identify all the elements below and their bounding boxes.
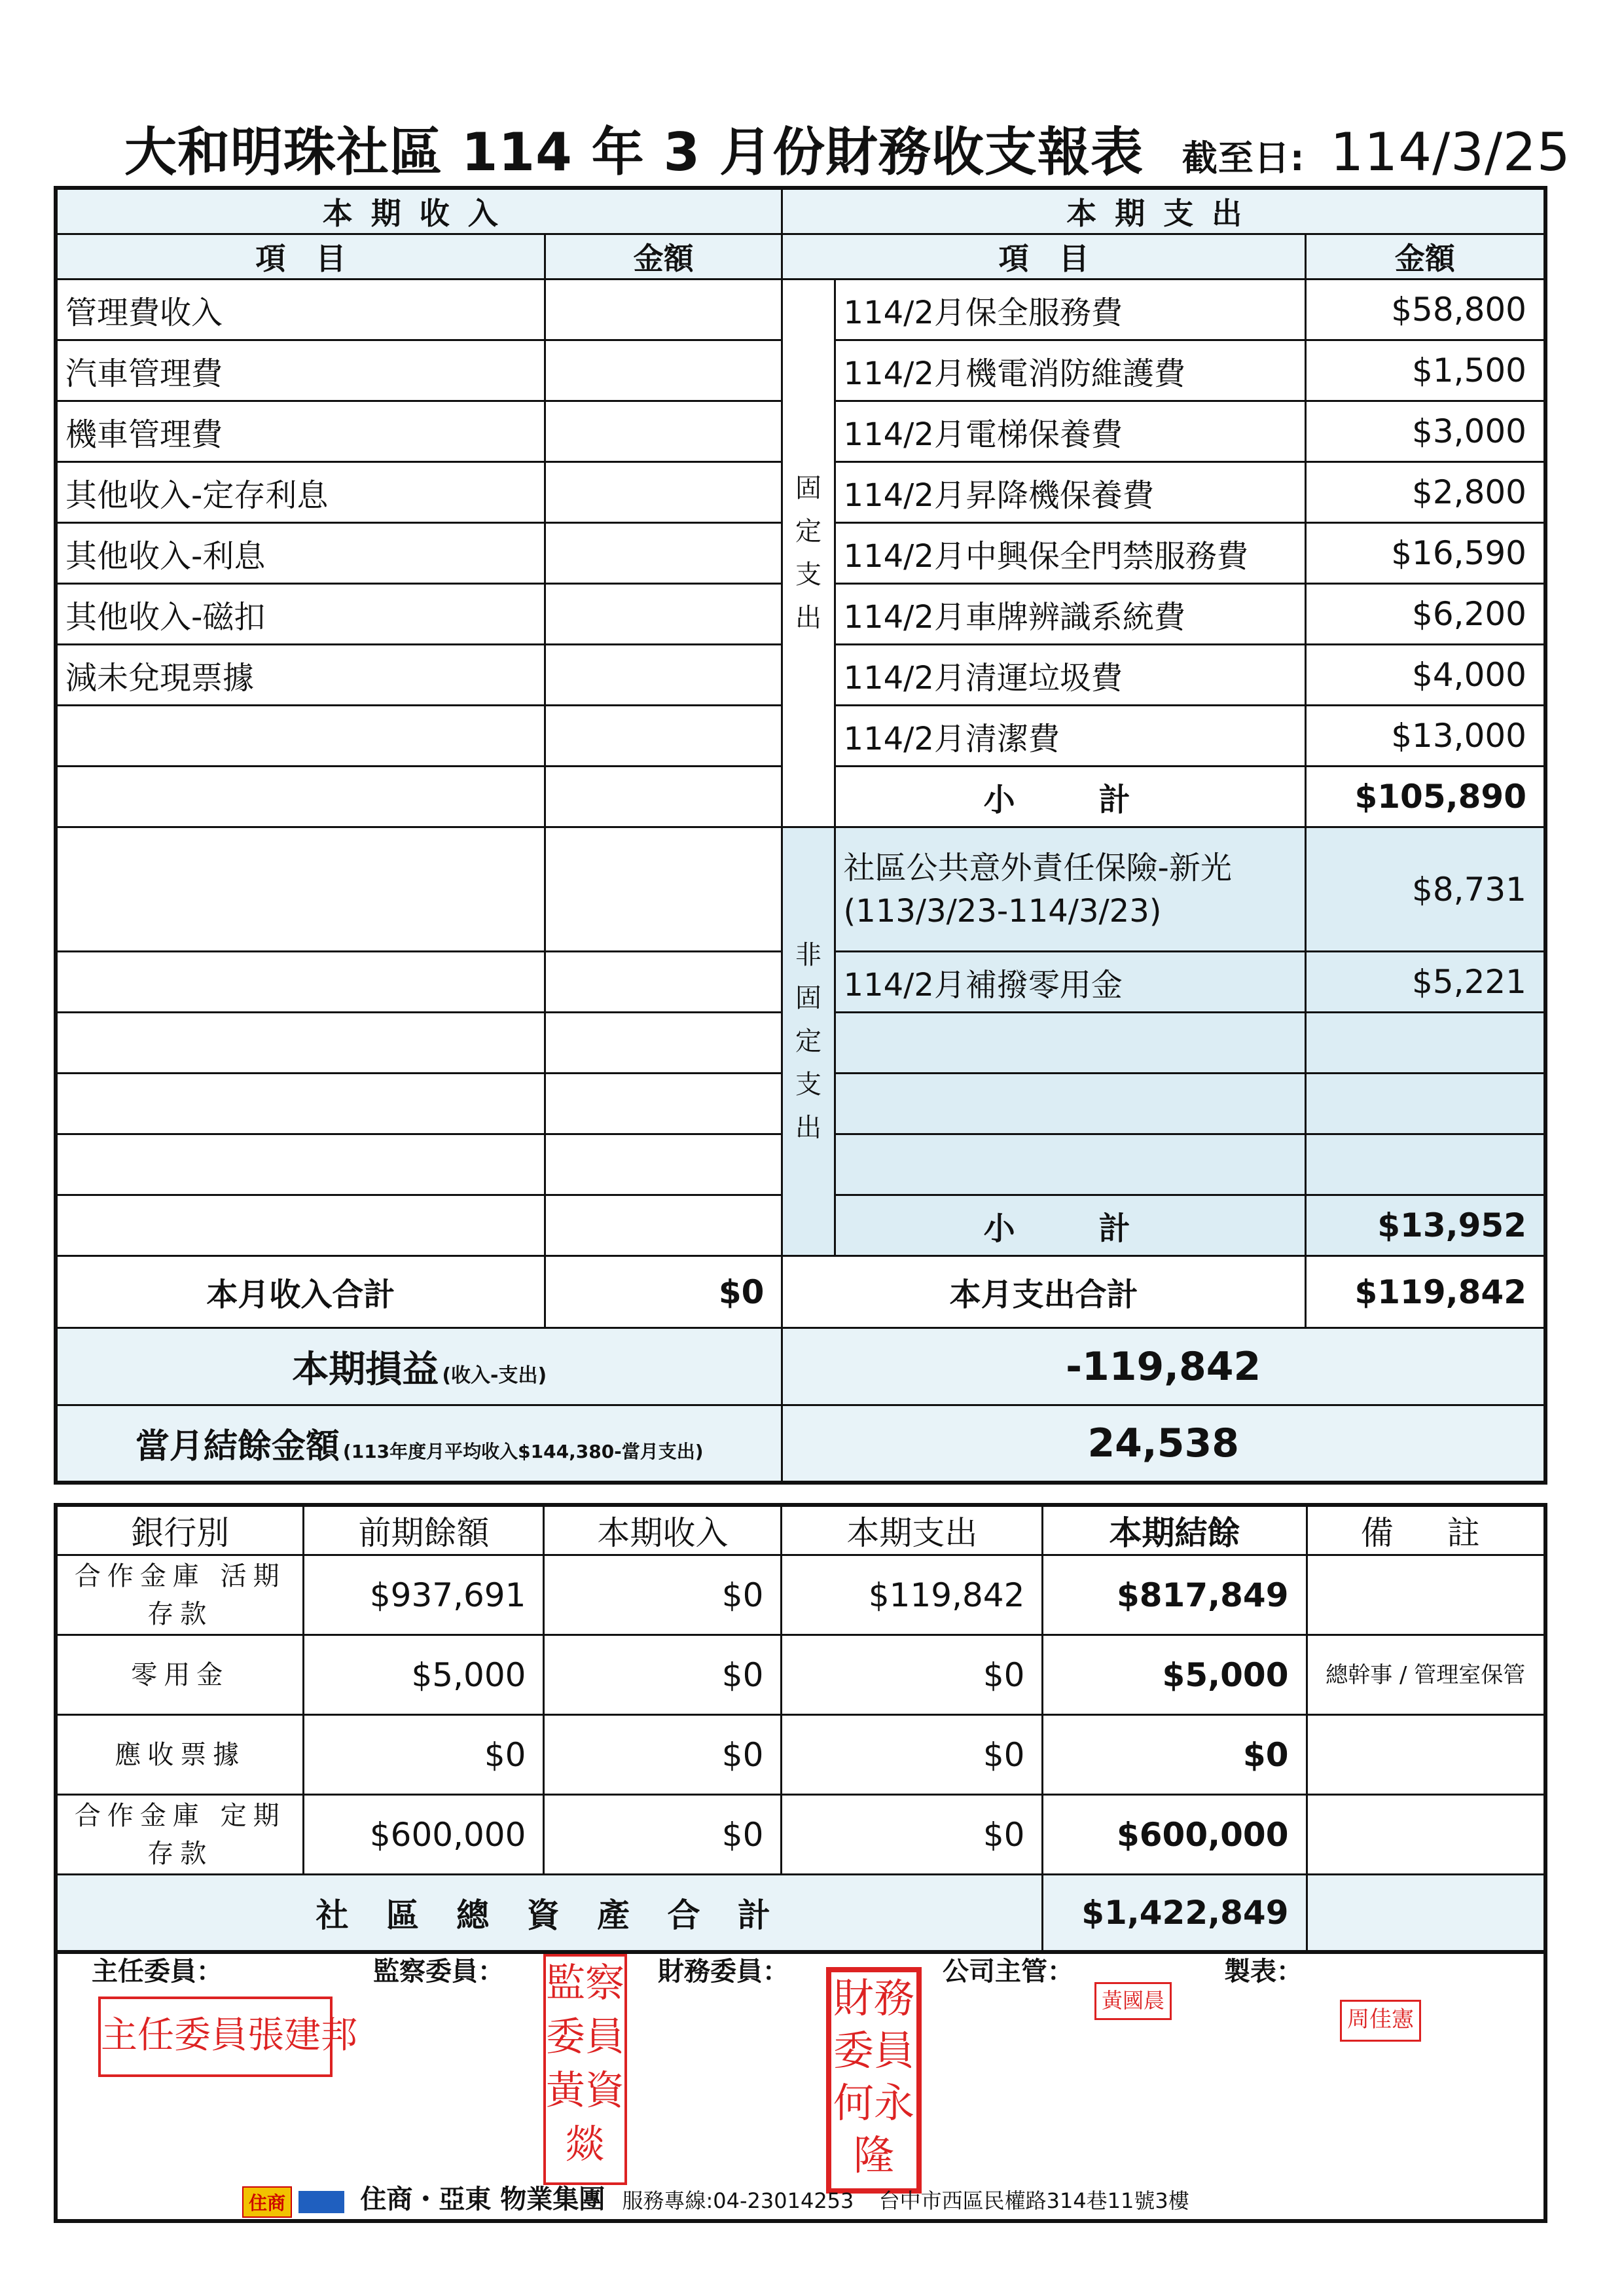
total-assets-value: $1,422,849 xyxy=(1043,1875,1307,1952)
expense-item-line: 社區公共意外責任保險-新光 xyxy=(843,849,1232,886)
bank-expense: $0 xyxy=(782,1635,1043,1715)
expense-amount-empty xyxy=(1305,1134,1545,1195)
expense-item-empty xyxy=(835,1013,1305,1074)
table-row xyxy=(56,1795,1545,1875)
service-line: 服務專線:04-23014253 xyxy=(622,2188,854,2213)
expense-amount: $4,000 xyxy=(1305,645,1545,706)
bank-prev: $0 xyxy=(304,1715,544,1795)
expense-amount: $5,221 xyxy=(1305,952,1545,1013)
expense-item: 114/2月補撥零用金 xyxy=(835,952,1305,1013)
company-name: 住商・亞東 物業集團 xyxy=(360,2184,605,2214)
expense-item: 114/2月保全服務費 xyxy=(835,280,1305,340)
expense-item: 114/2月車牌辨識系統費 xyxy=(835,584,1305,645)
bank-note: 總幹事 / 管理室保管 xyxy=(1307,1635,1545,1715)
bank-name: 應收票據 xyxy=(56,1715,304,1795)
expense-section-header: 本期支出 xyxy=(782,188,1545,234)
expense-col-amount: 金額 xyxy=(1305,234,1545,280)
fixed-subtotal-label: 小 計 xyxy=(835,767,1305,827)
expense-item: 114/2月電梯保養費 xyxy=(835,401,1305,462)
expense-item: 114/2月清運垃圾費 xyxy=(835,645,1305,706)
bank-expense: $0 xyxy=(782,1715,1043,1795)
bank-col-header: 本期收入 xyxy=(544,1505,782,1555)
bank-balance: $817,849 xyxy=(1043,1555,1307,1635)
expense-amount: $58,800 xyxy=(1305,280,1545,340)
income-item: 其他收入-定存利息 xyxy=(56,462,545,523)
preparer-seal: 周佳憲 xyxy=(1340,2000,1421,2042)
footer xyxy=(242,2178,1189,2218)
expense-amount: $16,590 xyxy=(1305,523,1545,584)
date-value: 114/3/25 xyxy=(1330,122,1571,183)
bank-income: $0 xyxy=(544,1555,782,1635)
bank-col-header: 本期結餘 xyxy=(1043,1505,1307,1555)
bank-balance: $0 xyxy=(1043,1715,1307,1795)
income-col-item: 項 目 xyxy=(56,234,545,280)
expense-item: 114/2月清潔費 xyxy=(835,706,1305,767)
income-col-amount: 金額 xyxy=(545,234,782,280)
expense-amount: $1,500 xyxy=(1305,340,1545,401)
income-item-empty xyxy=(56,1195,545,1256)
table-row xyxy=(56,1635,1545,1715)
income-item-empty xyxy=(56,1134,545,1195)
income-amount xyxy=(545,401,782,462)
profit-label xyxy=(56,1328,782,1405)
expense-item: 114/2月機電消防維護費 xyxy=(835,340,1305,401)
expense-col-item: 項 目 xyxy=(782,234,1305,280)
sig-label-manager: 公司主管： xyxy=(943,1957,1074,1987)
income-amount xyxy=(545,340,782,401)
income-item-empty xyxy=(56,767,545,827)
income-amount xyxy=(545,584,782,645)
page-title xyxy=(124,110,1571,185)
expense-amount: $2,800 xyxy=(1305,462,1545,523)
bank-note xyxy=(1307,1795,1545,1875)
bank-income: $0 xyxy=(544,1635,782,1715)
income-amount xyxy=(545,280,782,340)
fixed-subtotal-value: $105,890 xyxy=(1305,767,1545,827)
bank-col-header: 銀行別 xyxy=(56,1505,304,1555)
income-item: 汽車管理費 xyxy=(56,340,545,401)
income-item: 減未兌現票據 xyxy=(56,645,545,706)
expense-item: 114/2月昇降機保養費 xyxy=(835,462,1305,523)
bank-prev: $5,000 xyxy=(304,1635,544,1715)
expense-amount-empty xyxy=(1305,1074,1545,1134)
income-item-empty xyxy=(56,706,545,767)
profit-note: (收入-支出) xyxy=(442,1364,547,1387)
income-amount-empty xyxy=(545,952,782,1013)
expense-item-empty xyxy=(835,1074,1305,1134)
balance-note: (113年度月平均收入$144,380-當月支出) xyxy=(342,1441,704,1463)
income-amount xyxy=(545,462,782,523)
income-amount-empty xyxy=(545,1013,782,1074)
bank-expense: $119,842 xyxy=(782,1555,1043,1635)
fixed-expense-label: 固定支出 xyxy=(782,280,835,827)
expense-amount-empty xyxy=(1305,1013,1545,1074)
total-assets-note xyxy=(1307,1875,1545,1952)
income-total-value: $0 xyxy=(545,1256,782,1328)
expense-item-line: (113/3/23-114/3/23) xyxy=(843,892,1162,930)
profit-value: -119,842 xyxy=(782,1328,1545,1405)
report-title: 大和明珠社區 114 年 3 月份財務收支報表 xyxy=(124,122,1144,183)
income-amount-empty xyxy=(545,1134,782,1195)
finance-seal: 財務委員何永隆 xyxy=(826,1967,922,2194)
expense-item-empty xyxy=(835,1134,1305,1195)
expense-amount: $13,000 xyxy=(1305,706,1545,767)
profit-label-text: 本期損益 xyxy=(292,1348,439,1391)
income-amount-empty xyxy=(545,1195,782,1256)
bank-col-header: 備 註 xyxy=(1307,1505,1545,1555)
expense-total-value: $119,842 xyxy=(1305,1256,1545,1328)
income-section-header: 本期收入 xyxy=(56,188,782,234)
sig-label-finance: 財務委員： xyxy=(658,1957,789,1987)
income-expense-table xyxy=(54,186,1547,1485)
income-amount-empty xyxy=(545,767,782,827)
income-item-empty xyxy=(56,952,545,1013)
balance-value: 24,538 xyxy=(782,1405,1545,1483)
income-amount-empty xyxy=(545,1074,782,1134)
total-assets-label: 社 區 總 資 產 合 計 xyxy=(56,1875,1043,1952)
nonfixed-subtotal-value: $13,952 xyxy=(1305,1195,1545,1256)
chair-seal: 主任委員張建邦 xyxy=(98,1997,333,2077)
sig-label-chair: 主任委員： xyxy=(92,1957,223,1987)
income-item-empty xyxy=(56,1074,545,1134)
bank-income: $0 xyxy=(544,1795,782,1875)
bank-col-header: 本期支出 xyxy=(782,1505,1043,1555)
expense-amount: $3,000 xyxy=(1305,401,1545,462)
expense-item xyxy=(835,827,1305,952)
manager-seal: 黃國晨 xyxy=(1094,1982,1172,2020)
income-item: 管理費收入 xyxy=(56,280,545,340)
bank-income: $0 xyxy=(544,1715,782,1795)
bank-balance: $600,000 xyxy=(1043,1795,1307,1875)
nonfixed-expense-label: 非固定支出 xyxy=(782,827,835,1256)
income-amount-empty xyxy=(545,827,782,952)
income-item: 機車管理費 xyxy=(56,401,545,462)
sig-label-preparer: 製表： xyxy=(1224,1957,1303,1987)
income-item-empty xyxy=(56,1013,545,1074)
bank-name: 合作金庫 定期存款 xyxy=(56,1795,304,1875)
income-amount-empty xyxy=(545,706,782,767)
expense-amount: $8,731 xyxy=(1305,827,1545,952)
income-item-empty xyxy=(56,827,545,952)
bank-col-header: 前期餘額 xyxy=(304,1505,544,1555)
bank-note xyxy=(1307,1555,1545,1635)
expense-total-label: 本月支出合計 xyxy=(782,1256,1305,1328)
date-label: 截至日: xyxy=(1182,137,1305,179)
income-item: 其他收入-磁扣 xyxy=(56,584,545,645)
bank-balance: $5,000 xyxy=(1043,1635,1307,1715)
supervisor-seal: 監察委員黃資燚 xyxy=(543,1954,627,2185)
bank-name: 合作金庫 活期存款 xyxy=(56,1555,304,1635)
nonfixed-subtotal-label: 小 計 xyxy=(835,1195,1305,1256)
bank-name: 零用金 xyxy=(56,1635,304,1715)
company-logo: 住商 xyxy=(242,2186,292,2218)
expense-item: 114/2月中興保全門禁服務費 xyxy=(835,523,1305,584)
balance-label xyxy=(56,1405,782,1483)
bank-note xyxy=(1307,1715,1545,1795)
bank-prev: $600,000 xyxy=(304,1795,544,1875)
income-amount xyxy=(545,645,782,706)
balance-label-text: 當月結餘金額 xyxy=(135,1427,340,1467)
table-row xyxy=(56,1715,1545,1795)
expense-amount: $6,200 xyxy=(1305,584,1545,645)
company-logo-mark xyxy=(298,2191,344,2213)
sig-label-supervisor: 監察委員： xyxy=(373,1957,504,1987)
income-amount xyxy=(545,523,782,584)
income-item: 其他收入-利息 xyxy=(56,523,545,584)
bank-prev: $937,691 xyxy=(304,1555,544,1635)
address: 台中市西區民權路314巷11號3樓 xyxy=(878,2188,1189,2213)
income-total-label: 本月收入合計 xyxy=(56,1256,545,1328)
bank-balance-table xyxy=(54,1503,1547,1954)
table-row xyxy=(56,1555,1545,1635)
bank-expense: $0 xyxy=(782,1795,1043,1875)
